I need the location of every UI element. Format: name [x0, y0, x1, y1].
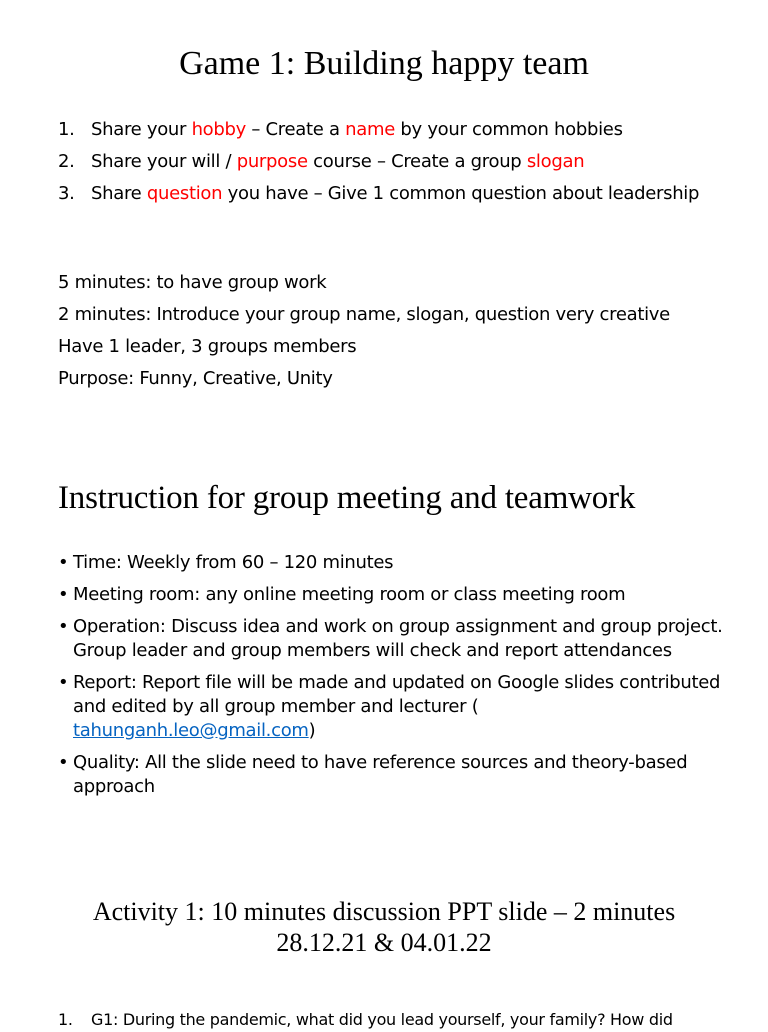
email-link[interactable]: tahunganh.leo@gmail.com — [73, 720, 309, 741]
bullet-item — [58, 751, 748, 799]
list-text: Share question you have – Give 1 common question about leadership — [91, 183, 700, 204]
list-text: Share your hobby – Create a name by your common hobbies — [91, 119, 623, 140]
bullet-item — [58, 615, 748, 663]
note-line: 2 minutes: Introduce your group name, slogan, question very creative — [58, 304, 670, 325]
bullet-text: Meeting room: any online meeting room or class meeting room — [73, 584, 626, 605]
list-number: 1. — [58, 119, 75, 140]
bullet-item — [58, 551, 748, 575]
bullet-item — [58, 671, 748, 743]
note-line: Have 1 leader, 3 groups members — [58, 336, 357, 357]
activity-first-item — [58, 1008, 748, 1032]
bullet-text: Time: Weekly from 60 – 120 minutes — [73, 552, 394, 573]
bullet-text: Quality: All the slide need to have reference sources and theory-based approach — [73, 752, 688, 797]
game-notes — [58, 271, 748, 399]
instruction-title: Instruction for group meeting and teamwork — [58, 480, 636, 516]
list-item — [58, 150, 738, 174]
list-item — [58, 182, 738, 206]
list-text: G1: During the pandemic, what did you lead yourself, your family? How did — [91, 1010, 673, 1029]
bullet-icon: • — [58, 616, 69, 637]
list-text: Share your will / purpose course – Create a group slogan — [91, 151, 585, 172]
list-number: 3. — [58, 183, 75, 204]
activity-dates: 28.12.21 & 04.01.22 — [276, 928, 492, 957]
bullet-item — [58, 583, 748, 607]
list-number: 1. — [58, 1010, 73, 1029]
game-title: Game 1: Building happy team — [179, 45, 589, 82]
bullet-icon: • — [58, 672, 69, 693]
note-line: 5 minutes: to have group work — [58, 272, 327, 293]
note-line: Purpose: Funny, Creative, Unity — [58, 368, 333, 389]
bullet-icon: • — [58, 584, 69, 605]
bullet-text: Operation: Discuss idea and work on group assignment and group project. Group leader and group members will check and report attendances — [73, 616, 723, 661]
activity-title — [0, 896, 768, 958]
list-number: 2. — [58, 151, 75, 172]
game-steps-list — [58, 118, 738, 214]
list-item — [58, 118, 738, 142]
instruction-bullets — [58, 551, 748, 807]
bullet-icon: • — [58, 752, 69, 773]
bullet-text: Report: Report file will be made and updated on Google slides contributed and edited by all group member and lecturer ( tahunganh.leo@gmail.com) — [73, 672, 721, 741]
bullet-icon: • — [58, 552, 69, 573]
activity-title-line: Activity 1: 10 minutes discussion PPT slide – 2 minutes — [92, 897, 676, 926]
